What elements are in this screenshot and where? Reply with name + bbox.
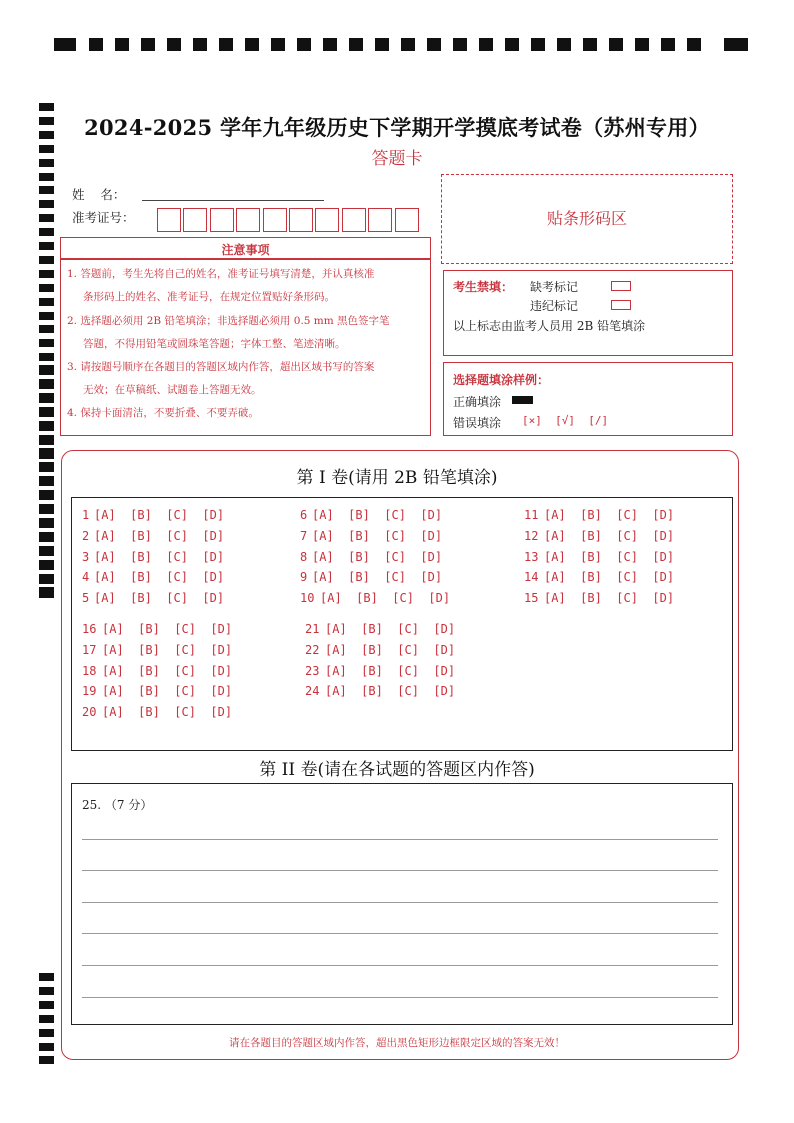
question-row[interactable] xyxy=(305,622,455,636)
timing-mark xyxy=(219,38,233,51)
timing-mark xyxy=(245,38,259,51)
timing-mark xyxy=(39,270,54,278)
notice-title-box xyxy=(60,237,431,259)
timing-mark xyxy=(323,38,337,51)
timing-mark xyxy=(39,365,54,373)
id-digit-cell[interactable] xyxy=(157,208,181,232)
id-digit-cell[interactable] xyxy=(289,208,313,232)
timing-mark xyxy=(141,38,155,51)
question-number: 8 xyxy=(300,549,308,564)
answer-options[interactable]: [A] [B] [C] [D] xyxy=(102,663,233,678)
timing-mark xyxy=(453,38,467,51)
timing-mark xyxy=(39,298,54,306)
timing-mark xyxy=(39,587,54,595)
question-row[interactable] xyxy=(82,643,232,657)
timing-mark xyxy=(39,532,54,540)
question-row[interactable] xyxy=(82,684,232,698)
answer-options[interactable]: [A] [B] [C] [D] xyxy=(102,642,233,657)
timing-mark xyxy=(635,38,649,51)
timing-mark xyxy=(39,173,54,181)
answer-options[interactable]: [A] [B] [C] [D] xyxy=(325,663,456,678)
barcode-label: 贴条形码区 xyxy=(546,209,627,228)
question-row[interactable] xyxy=(300,550,442,564)
timing-mark xyxy=(39,421,54,429)
question-row[interactable] xyxy=(524,508,674,522)
question-number: 7 xyxy=(300,528,308,543)
answer-line[interactable] xyxy=(82,933,718,934)
notice-item: 无效；在草稿纸、试题卷上答题无效。 xyxy=(83,384,262,396)
timing-mark xyxy=(557,38,571,51)
question-number: 11 xyxy=(524,508,539,522)
timing-mark xyxy=(39,325,54,333)
name-field[interactable] xyxy=(142,200,324,201)
answer-line[interactable] xyxy=(82,965,718,966)
notice-item: 1. 答题前，考生先将自己的姓名，准考证号填写清楚，并认真核准 xyxy=(67,268,375,280)
timing-mark xyxy=(39,546,54,554)
answer-options[interactable]: [A] [B] [C] [D] xyxy=(102,684,233,699)
name-label: 姓 名： xyxy=(72,187,126,202)
question-number: 4 xyxy=(82,570,90,585)
part1-title: 第 I 卷(请用 2B 铅笔填涂) xyxy=(296,468,498,488)
question-row[interactable] xyxy=(300,570,442,584)
timing-mark xyxy=(39,379,54,387)
timing-mark xyxy=(39,228,54,236)
answer-options[interactable]: [A] [B] [C] [D] xyxy=(94,591,225,606)
timing-mark xyxy=(39,987,54,995)
absent-label: 缺考标记 xyxy=(530,280,579,294)
id-digit-cell[interactable] xyxy=(368,208,392,232)
answer-options[interactable]: [A] [B] [C] [D] xyxy=(94,570,225,585)
timing-mark xyxy=(39,1015,54,1023)
wrong-label: 错误填涂 xyxy=(453,416,502,430)
timing-mark xyxy=(271,38,285,51)
question-row[interactable] xyxy=(82,622,232,636)
wrong-samples: [×] [√] [/] xyxy=(522,414,609,427)
sample-box xyxy=(443,362,733,436)
answer-options[interactable]: [A] [B] [C] [D] xyxy=(325,684,456,699)
timing-mark xyxy=(39,339,54,347)
timing-mark xyxy=(724,38,748,51)
timing-mark xyxy=(39,1056,54,1064)
forbidden-label: 考生禁填： xyxy=(453,280,514,294)
timing-mark xyxy=(39,407,54,415)
answer-options[interactable]: [A] [B] [C] [D] xyxy=(312,508,443,522)
timing-mark xyxy=(661,38,675,51)
barcode-area xyxy=(441,174,733,264)
answer-options[interactable]: [A] [B] [C] [D] xyxy=(544,508,675,522)
part2-box xyxy=(71,783,733,1025)
timing-mark xyxy=(39,284,54,292)
answer-options[interactable]: [A] [B] [C] [D] xyxy=(544,570,675,585)
timing-mark xyxy=(39,1001,54,1009)
answer-line[interactable] xyxy=(82,902,718,903)
timing-mark xyxy=(167,38,181,51)
timing-mark xyxy=(193,38,207,51)
footer-note: 请在各题目的答题区域内作答，超出黑色矩形边框限定区域的答案无效！ xyxy=(229,1037,565,1049)
answer-options[interactable]: [A] [B] [C] [D] xyxy=(544,549,675,564)
question-number: 9 xyxy=(300,570,308,585)
timing-mark xyxy=(39,560,54,568)
id-digit-cell[interactable] xyxy=(342,208,366,232)
sample-label: 选择题填涂样例： xyxy=(453,373,550,387)
id-digit-cell[interactable] xyxy=(263,208,287,232)
timing-mark xyxy=(39,200,54,208)
answer-options[interactable]: [A] [B] [C] [D] xyxy=(94,508,225,522)
question-row[interactable] xyxy=(82,570,224,584)
notice-title: 注意事项 xyxy=(221,243,270,257)
answer-options[interactable]: [A] [B] [C] [D] xyxy=(312,549,443,564)
filled-sample-icon xyxy=(512,396,533,404)
notice-item: 3. 请按题号顺序在各题目的答题区域内作答，超出区域书写的答案 xyxy=(67,361,375,373)
question-row[interactable] xyxy=(300,591,450,605)
answer-line[interactable] xyxy=(82,839,718,840)
question-row[interactable] xyxy=(300,508,442,522)
question-row[interactable] xyxy=(524,570,674,584)
question-number: 2 xyxy=(82,528,90,543)
timing-mark xyxy=(39,312,54,320)
timing-mark xyxy=(39,214,54,222)
timing-mark xyxy=(39,242,54,250)
timing-mark xyxy=(54,38,76,51)
timing-mark xyxy=(349,38,363,51)
timing-mark xyxy=(39,973,54,981)
question-row[interactable] xyxy=(305,664,455,678)
question-25-label: 25. （7 分） xyxy=(82,798,153,812)
answer-options[interactable]: [A] [B] [C] [D] xyxy=(544,528,675,543)
timing-mark xyxy=(505,38,519,51)
violation-label: 违纪标记 xyxy=(530,299,579,313)
notice-item: 答题，不得用铅笔或圆珠笔答题；字体工整、笔迹清晰。 xyxy=(83,338,346,350)
notice-item: 4. 保持卡面清洁，不要折叠、不要弄破。 xyxy=(67,407,259,419)
forbidden-box xyxy=(443,270,733,356)
question-number: 24 xyxy=(305,684,320,699)
timing-mark xyxy=(609,38,623,51)
timing-mark xyxy=(297,38,311,51)
timing-mark xyxy=(39,504,54,512)
answer-options[interactable]: [A] [B] [C] [D] xyxy=(312,528,443,543)
id-label: 准考证号： xyxy=(72,210,135,225)
id-digit-cell[interactable] xyxy=(183,208,207,232)
timing-mark xyxy=(39,490,54,498)
question-row[interactable] xyxy=(82,705,232,719)
timing-mark xyxy=(39,435,54,443)
page-title: 2024-2025 学年九年级历史下学期开学摸底考试卷（苏州专用） xyxy=(84,115,710,140)
question-row[interactable] xyxy=(82,591,224,605)
answer-options[interactable]: [A] [B] [C] [D] xyxy=(325,642,456,657)
timing-mark xyxy=(479,38,493,51)
timing-mark xyxy=(39,393,54,401)
question-number: 13 xyxy=(524,549,539,564)
question-row[interactable] xyxy=(82,508,224,522)
id-digit-cell[interactable] xyxy=(210,208,234,232)
answer-options[interactable]: [A] [B] [C] [D] xyxy=(325,622,456,636)
page-subtitle: 答题卡 xyxy=(371,149,423,169)
question-number: 21 xyxy=(305,622,320,636)
question-number: 5 xyxy=(82,591,90,606)
question-number: 22 xyxy=(305,642,320,657)
question-number: 19 xyxy=(82,684,97,699)
timing-mark xyxy=(39,186,54,194)
timing-mark xyxy=(39,256,54,264)
question-number: 16 xyxy=(82,622,97,636)
timing-mark xyxy=(427,38,441,51)
question-number: 20 xyxy=(82,705,97,720)
timing-mark xyxy=(687,38,701,51)
timing-mark xyxy=(401,38,415,51)
question-row[interactable] xyxy=(82,529,224,543)
question-row[interactable] xyxy=(300,529,442,543)
timing-mark xyxy=(39,518,54,526)
id-digit-cell[interactable] xyxy=(315,208,339,232)
question-number: 1 xyxy=(82,508,90,522)
correct-label: 正确填涂 xyxy=(453,395,502,409)
question-number: 14 xyxy=(524,570,539,585)
absent-checkbox[interactable] xyxy=(611,281,631,291)
id-digit-cell[interactable] xyxy=(236,208,260,232)
timing-mark xyxy=(583,38,597,51)
question-row[interactable] xyxy=(524,550,674,564)
answer-options[interactable]: [A] [B] [C] [D] xyxy=(544,591,675,606)
question-number: 23 xyxy=(305,663,320,678)
question-row[interactable] xyxy=(524,529,674,543)
part2-title: 第 II 卷(请在各试题的答题区内作答) xyxy=(259,760,535,780)
answer-options[interactable]: [A] [B] [C] [D] xyxy=(320,591,451,606)
question-row[interactable] xyxy=(305,684,455,698)
answer-options[interactable]: [A] [B] [C] [D] xyxy=(102,622,233,636)
violation-checkbox[interactable] xyxy=(611,300,631,310)
answer-options[interactable]: [A] [B] [C] [D] xyxy=(102,705,233,720)
question-number: 12 xyxy=(524,528,539,543)
timing-mark xyxy=(531,38,545,51)
answer-options[interactable]: [A] [B] [C] [D] xyxy=(94,528,225,543)
question-number: 6 xyxy=(300,508,308,522)
question-number: 10 xyxy=(300,591,315,606)
id-digit-cell[interactable] xyxy=(395,208,419,232)
notice-item: 2. 选择题必须用 2B 铅笔填涂；非选择题必须用 0.5 mm 黑色签字笔 xyxy=(67,315,390,327)
question-number: 3 xyxy=(82,549,90,564)
answer-options[interactable]: [A] [B] [C] [D] xyxy=(94,549,225,564)
answer-line[interactable] xyxy=(82,997,718,998)
question-row[interactable] xyxy=(82,550,224,564)
question-number: 18 xyxy=(82,663,97,678)
timing-mark xyxy=(39,353,54,361)
notice-item: 条形码上的姓名、准考证号，在规定位置贴好条形码。 xyxy=(83,291,335,303)
forbidden-note: 以上标志由监考人员用 2B 铅笔填涂 xyxy=(453,319,646,333)
answer-options[interactable]: [A] [B] [C] [D] xyxy=(312,570,443,585)
question-row[interactable] xyxy=(305,643,455,657)
answer-line[interactable] xyxy=(82,870,718,871)
timing-mark xyxy=(39,448,54,456)
timing-mark xyxy=(39,574,54,582)
timing-mark xyxy=(89,38,103,51)
timing-mark xyxy=(39,103,54,111)
timing-mark xyxy=(375,38,389,51)
question-number: 17 xyxy=(82,642,97,657)
timing-mark xyxy=(115,38,129,51)
question-row[interactable] xyxy=(82,664,232,678)
question-row[interactable] xyxy=(524,591,674,605)
question-number: 15 xyxy=(524,591,539,606)
